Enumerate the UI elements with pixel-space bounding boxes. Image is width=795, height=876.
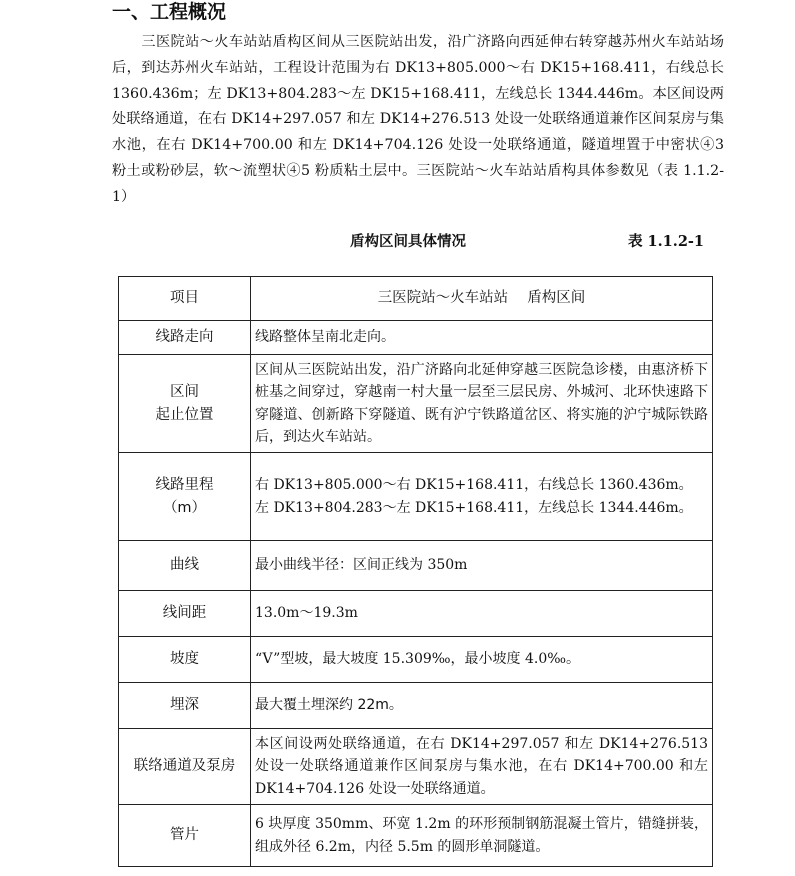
table-caption-number: 表 1.1.2-1 bbox=[628, 233, 705, 250]
row-label-cell bbox=[119, 637, 251, 683]
row-value-cell bbox=[251, 591, 713, 637]
row-label-line: （m） bbox=[162, 499, 207, 516]
row-label-cell bbox=[119, 591, 251, 637]
table-row bbox=[119, 729, 713, 805]
row-value-line: 左 DK13+804.283～左 DK15+168.411，左线总长 1344.446m。 bbox=[255, 499, 693, 516]
row-value-line: 最小曲线半径：区间正线为 350m bbox=[255, 557, 468, 574]
overview-paragraph bbox=[112, 30, 724, 211]
row-label-line: 管片 bbox=[170, 827, 199, 844]
row-label-cell bbox=[119, 805, 251, 867]
row-value-cell bbox=[251, 355, 713, 453]
table-row bbox=[119, 591, 713, 637]
row-label-cell bbox=[119, 683, 251, 729]
row-value-line: 6 块厚度 350mm、环宽 1.2m 的环形预制钢筋混凝土管片，错缝拼装，组成外径 6.2m，内径 5.5m 的圆形单洞隧道。 bbox=[255, 816, 708, 855]
table-row bbox=[119, 355, 713, 453]
row-value-cell bbox=[251, 683, 713, 729]
row-label-line: 区间 bbox=[170, 384, 199, 400]
row-label-line: 埋深 bbox=[170, 697, 199, 714]
row-label-line: 联络通道及泵房 bbox=[133, 758, 236, 775]
header-value-cell: 三医院站～火车站站 盾构区间 bbox=[251, 277, 713, 321]
table-row bbox=[119, 541, 713, 591]
row-label-cell bbox=[119, 321, 251, 355]
header-label-cell: 项目 bbox=[119, 277, 251, 321]
row-value-line: 13.0m～19.3m bbox=[255, 605, 358, 622]
row-label-cell bbox=[119, 729, 251, 805]
row-label-cell bbox=[119, 355, 251, 453]
table-row bbox=[119, 805, 713, 867]
row-value-cell bbox=[251, 729, 713, 805]
row-label-line: 曲线 bbox=[170, 557, 199, 574]
section-heading: 一、工程概况 bbox=[112, 1, 227, 23]
row-value-line: 本区间设两处联络通道，在右 DK14+297.057 和左 DK14+276.513 处设一处联络通道兼作区间泵房与集水池，在右 DK14+700.00 和左 DK14+704.126 处设一处联络通道。 bbox=[255, 735, 708, 797]
row-value-line: 最大覆土埋深约 22m。 bbox=[255, 697, 403, 714]
row-label-line: 坡度 bbox=[170, 651, 199, 668]
row-value-line: “V”型坡，最大坡度 15.309‰，最小坡度 4.0‰。 bbox=[255, 651, 581, 668]
table-row bbox=[119, 453, 713, 541]
parameters-table bbox=[118, 276, 713, 867]
row-value-cell bbox=[251, 453, 713, 541]
row-label-line: 线间距 bbox=[162, 605, 207, 622]
row-value-cell bbox=[251, 637, 713, 683]
row-label-line: 线路里程 bbox=[155, 477, 214, 493]
row-label-line: 线路走向 bbox=[155, 329, 214, 346]
table-header-row bbox=[119, 277, 713, 321]
row-value-line: 线路整体呈南北走向。 bbox=[255, 329, 395, 346]
row-label-cell bbox=[119, 541, 251, 591]
table-row bbox=[119, 321, 713, 355]
table-row bbox=[119, 683, 713, 729]
table-row bbox=[119, 637, 713, 683]
row-label-cell bbox=[119, 453, 251, 541]
row-value-cell bbox=[251, 541, 713, 591]
row-value-cell bbox=[251, 805, 713, 867]
table-caption-title: 盾构区间具体情况 bbox=[350, 233, 466, 250]
row-value-line: 区间从三医院站出发，沿广济路向北延伸穿越三医院急诊楼，由惠济桥下桩基之间穿过，穿越南一村大量一层至三层民房、外城河、北环快速路下穿隧道、创新路下穿隧道、既有沪宁铁路道岔区、将实施的沪宁城际铁路后，到达火车站站。 bbox=[255, 361, 708, 445]
row-value-cell bbox=[251, 321, 713, 355]
row-label-line: 起止位置 bbox=[155, 406, 214, 423]
overview-paragraph-text: 三医院站～火车站站盾构区间从三医院站出发，沿广济路向西延伸右转穿越苏州火车站站场后，到达苏州火车站站，工程设计范围为右 DK13+805.000～右 DK15+168.411，右线总长 1360.436m；左 DK13+804.283～左 DK15+168.411，左线总长 1344.446m。本区间设两处联络通道，在右 DK14+297.057 和左 DK14+276.513 处设一处联络通道兼作区间泵房与集水池，在右 DK14+700.00 和左 DK14+704.126 处设一处联络通道，隧道埋置于中密状④3 粉土或粉砂层，软～流塑状④5 粉质粘土层中。三医院站～火车站站盾构具体参数见（表 1.1.2-1） bbox=[112, 34, 724, 205]
row-value-line: 右 DK13+805.000～右 DK15+168.411，右线总长 1360.436m。 bbox=[255, 477, 693, 493]
